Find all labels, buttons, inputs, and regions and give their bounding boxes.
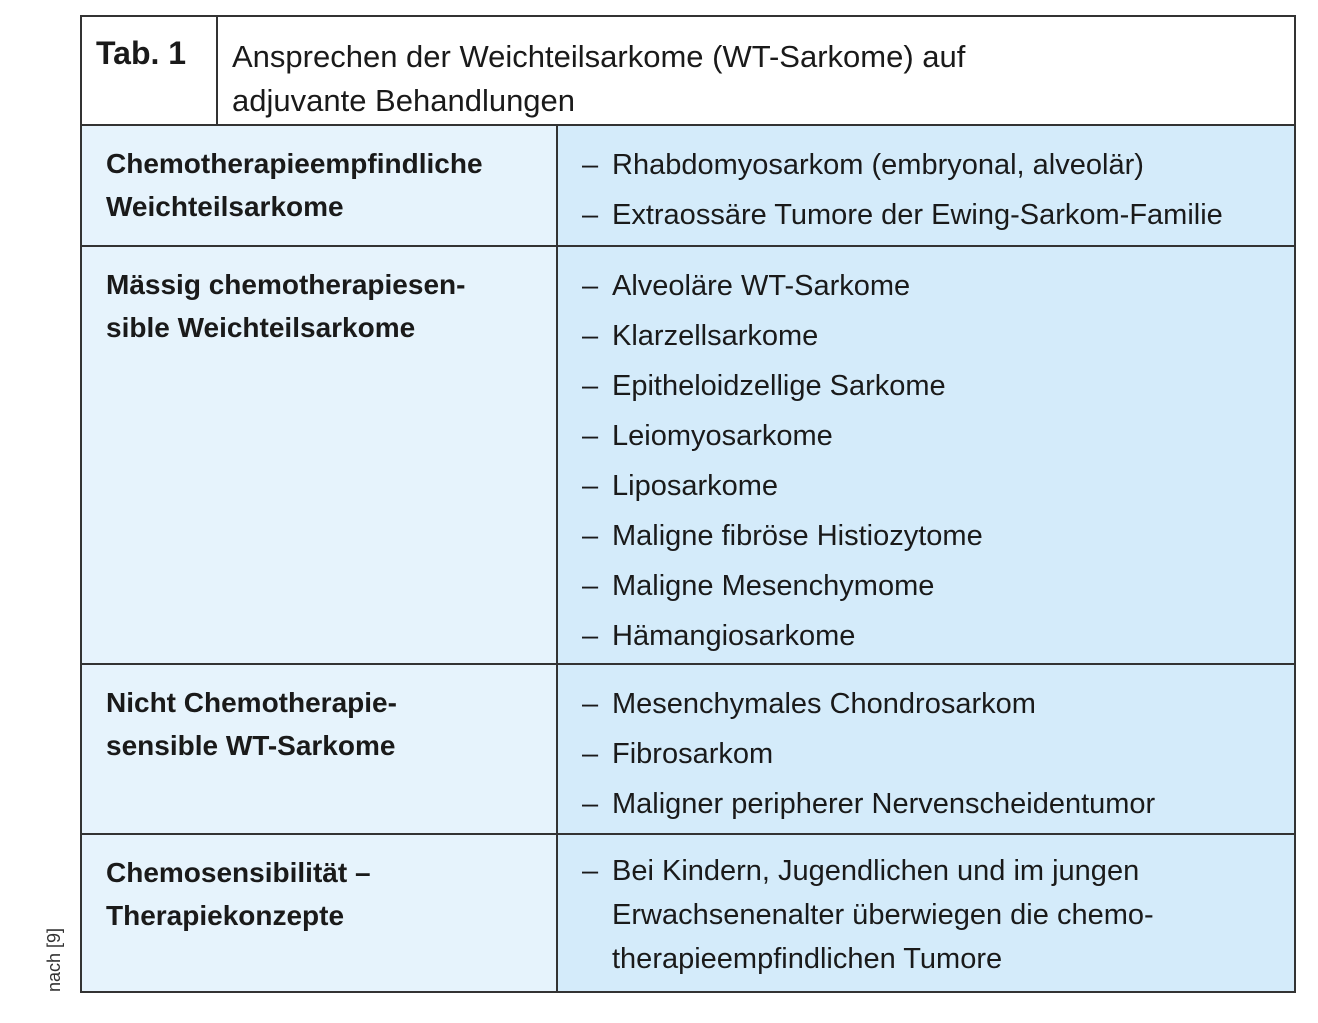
item-list — [582, 849, 1284, 981]
source-note: nach [9] — [44, 927, 64, 992]
dash-bullet: – — [582, 570, 599, 602]
item-list — [582, 140, 1284, 240]
table-row — [82, 835, 1294, 991]
list-item — [582, 461, 1284, 511]
list-item — [582, 729, 1284, 779]
items-cell — [558, 126, 1294, 245]
dash-bullet: – — [582, 149, 599, 181]
category-label-line: Nicht Chemotherapie- — [106, 687, 397, 718]
list-item — [582, 411, 1284, 461]
items-cell — [558, 835, 1294, 991]
table-title-line: Ansprechen der Weichteilsarkome (WT-Sarkome) auf — [232, 39, 966, 74]
category-cell — [82, 835, 558, 991]
table-number: Tab. 1 — [82, 17, 218, 124]
list-item — [582, 361, 1284, 411]
category-label-line: Mässig chemotherapiesen- — [106, 269, 466, 300]
dash-bullet: – — [582, 370, 599, 402]
item-text-line: therapieempfindlichen Tumore — [612, 943, 1003, 975]
category-label-line: Weichteilsarkome — [106, 191, 344, 222]
item-text: Rhabdomyosarkom (embryonal, alveolär) — [612, 149, 1144, 181]
list-item — [582, 190, 1284, 240]
items-cell — [558, 247, 1294, 663]
category-label-line: sible Weichteilsarkome — [106, 312, 416, 343]
category-label-line: sensible WT-Sarkome — [106, 730, 396, 761]
dash-bullet: – — [582, 855, 599, 887]
dash-bullet: – — [582, 470, 599, 502]
table-row — [82, 665, 1294, 835]
table-title — [232, 35, 1272, 123]
table-row — [82, 126, 1294, 247]
category-cell — [82, 126, 558, 245]
dash-bullet: – — [582, 520, 599, 552]
item-text: Maligne fibröse Histiozytome — [612, 520, 983, 552]
dash-bullet: – — [582, 420, 599, 452]
category-label-line: Therapiekonzepte — [106, 900, 345, 931]
item-text: Klarzellsarkome — [612, 320, 819, 352]
list-item — [582, 511, 1284, 561]
list-item — [582, 779, 1284, 829]
item-text: Hämangiosarkome — [612, 620, 856, 652]
category-cell — [82, 665, 558, 833]
dash-bullet: – — [582, 199, 599, 231]
table — [80, 15, 1296, 993]
item-list — [582, 261, 1284, 661]
dash-bullet: – — [582, 320, 599, 352]
item-text: Maligne Mesenchymome — [612, 570, 935, 602]
dash-bullet: – — [582, 788, 599, 820]
item-text: Extraossäre Tumore der Ewing-Sarkom-Familie — [612, 199, 1223, 231]
item-text: Liposarkome — [612, 470, 779, 502]
item-text: Fibrosarkom — [612, 738, 774, 770]
list-item — [582, 140, 1284, 190]
item-text-line: Bei Kindern, Jugendlichen und im jungen — [612, 855, 1140, 887]
list-item — [582, 679, 1284, 729]
table-row — [82, 247, 1294, 665]
item-text-line: Erwachsenenalter überwiegen die chemo- — [612, 899, 1154, 931]
dash-bullet: – — [582, 688, 599, 720]
category-cell — [82, 247, 558, 663]
item-list — [582, 679, 1284, 829]
table-title-line: adjuvante Behandlungen — [232, 83, 576, 118]
list-item — [582, 311, 1284, 361]
list-item — [582, 611, 1284, 661]
item-text: Alveoläre WT-Sarkome — [612, 270, 911, 302]
dash-bullet: – — [582, 270, 599, 302]
list-item — [582, 849, 1284, 981]
list-item — [582, 261, 1284, 311]
list-item — [582, 561, 1284, 611]
item-text: Leiomyosarkome — [612, 420, 833, 452]
items-cell — [558, 665, 1294, 833]
dash-bullet: – — [582, 738, 599, 770]
dash-bullet: – — [582, 620, 599, 652]
category-label-line: Chemotherapieempfindliche — [106, 148, 483, 179]
table-title-row — [82, 17, 1294, 126]
item-text: Epitheloidzellige Sarkome — [612, 370, 946, 402]
item-text: Mesenchymales Chondrosarkom — [612, 688, 1036, 720]
category-label-line: Chemosensibilität – — [106, 857, 371, 888]
item-text: Maligner peripherer Nervenscheidentumor — [612, 788, 1156, 820]
